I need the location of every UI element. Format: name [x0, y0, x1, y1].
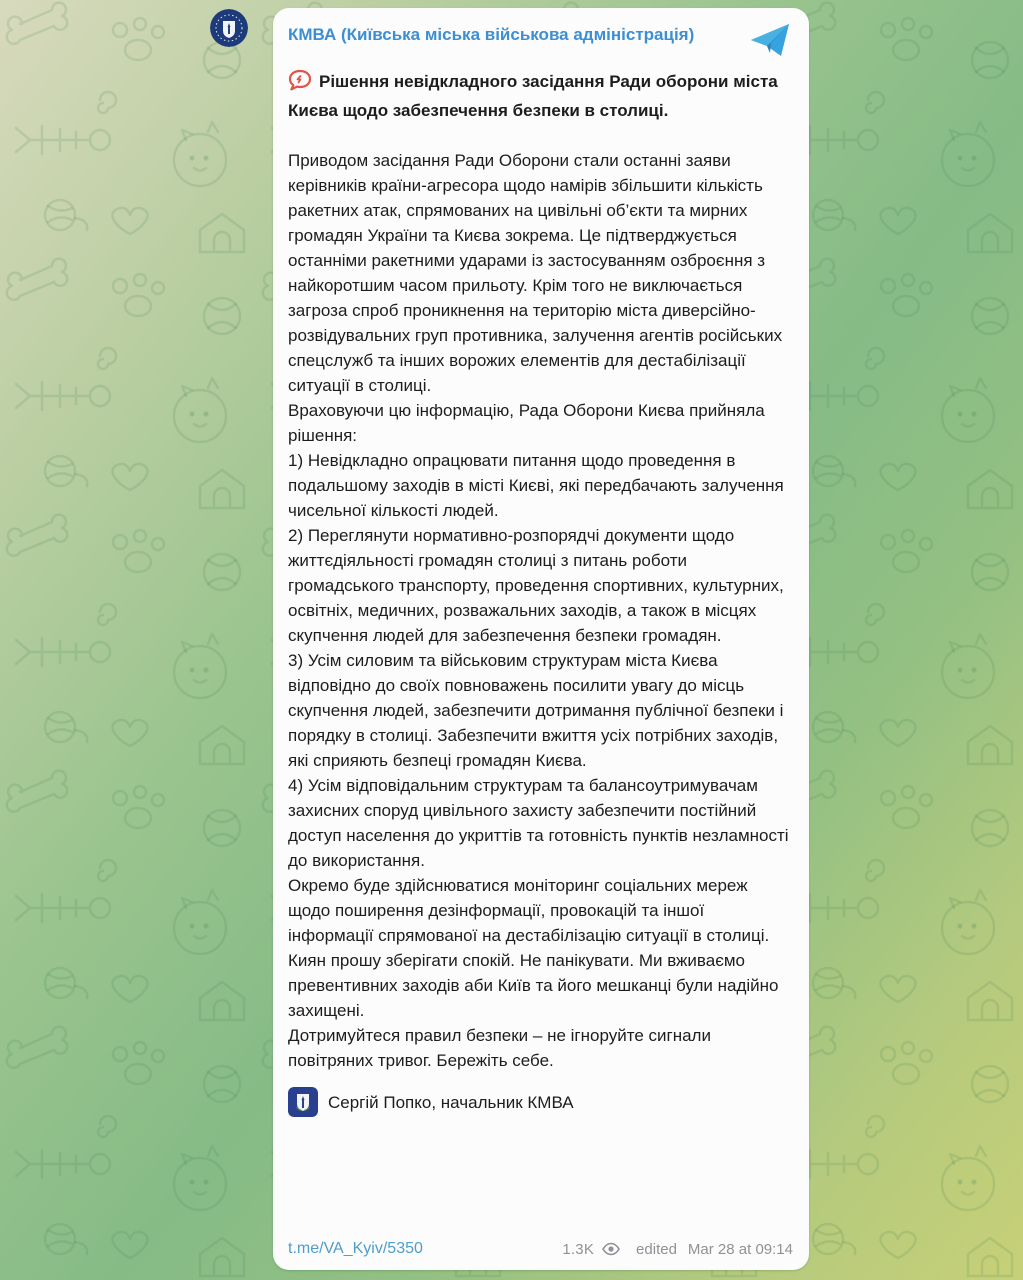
- speech-bubble-icon: [288, 69, 312, 98]
- post-paragraph: 3) Усім силовим та військовим структурам міста Києва відповідно до своїх повноважень посилити увагу до місць скупчення людей, забезпечити дотримання публічної безпеки і порядку в столиці. Забезпечити вжиття усіх потрібних заходів, які сприяють безпеці громадян Києва.: [288, 651, 784, 770]
- post-paragraph: 1) Невідкладно опрацювати питання щодо проведення в подальшому заходів в місті Києві, які передбачають залучення чисельної кількості людей.: [288, 451, 784, 520]
- message-meta-row: [288, 1240, 793, 1258]
- post-paragraph: 2) Переглянути нормативно-розпорядчі документи щодо життєдіяльності громадян столиці з питань роботи громадського транспорту, проведення спортивних, культурних, освітніх, медичних, розважальних заходів, а також в місцях скупчення людей для забезпечення безпеки громадян.: [288, 526, 784, 645]
- post-paragraph: 4) Усім відповідальним структурам та балансоутримувачам захисних споруд цивільного захисту забезпечити постійний доступ населення до укриттів та готовність пунктів незламності до використання.: [288, 776, 789, 870]
- post-link[interactable]: t.me/VA_Kyiv/5350: [288, 1240, 423, 1257]
- channel-name[interactable]: КМВА (Київська міська військова адміністрація): [288, 25, 695, 44]
- channel-avatar[interactable]: [210, 9, 248, 47]
- edited-label: edited: [636, 1240, 677, 1258]
- post-paragraph: Враховуючи цю інформацію, Рада Оборони Києва прийняла рішення:: [288, 401, 765, 445]
- post-paragraph: Дотримуйтеся правил безпеки – не ігноруйте сигнали повітряних тривог. Бережіть себе.: [288, 1026, 711, 1070]
- signature-text: Сергій Попко, начальник КМВА: [328, 1092, 574, 1112]
- views-count: 1.3K: [562, 1240, 595, 1258]
- post-paragraph: Киян прошу зберігати спокій. Не панікувати. Ми вживаємо превентивних заходів аби Київ та його мешканці були надійно захищені.: [288, 951, 779, 1020]
- telegram-plane-icon: [749, 22, 791, 65]
- signature-row: [288, 1087, 793, 1117]
- views-eye-icon: [601, 1242, 621, 1256]
- timestamp: Mar 28 at 09:14: [687, 1240, 793, 1258]
- message-header: [288, 20, 793, 65]
- post-headline: [288, 69, 793, 123]
- message-bubble: [273, 8, 809, 1270]
- message-meta-right: [562, 1241, 793, 1258]
- post-body: [288, 148, 793, 1073]
- post-headline-text: Рішення невідкладного засідання Ради оборони міста Києва щодо забезпечення безпеки в столиці.: [288, 72, 778, 120]
- post-paragraph: Окремо буде здійснюватися моніторинг соціальних мереж щодо поширення дезінформації, провокацій та іншої інформації спрямованої на дестабілізацію ситуації в столиці.: [288, 876, 770, 945]
- kmva-emblem-icon: [288, 1087, 318, 1117]
- post-paragraph: Приводом засідання Ради Оборони стали останні заяви керівників країни-агресора щодо намірів збільшити кількість ракетних атак, спрямованих на цивільні об’єкти та мирних громадян України та Києва зокрема. Це підтверджується останніми ракетними ударами із застосуванням озброєння з найкоротшим часом прильоту. Крім того не виключається загроза спроб проникнення на територію міста диверсійно-розвідувальних груп противника, залучення агентів російських спецслужб та інших ворожих елементів для дестабілізації ситуації в столиці.: [288, 151, 783, 395]
